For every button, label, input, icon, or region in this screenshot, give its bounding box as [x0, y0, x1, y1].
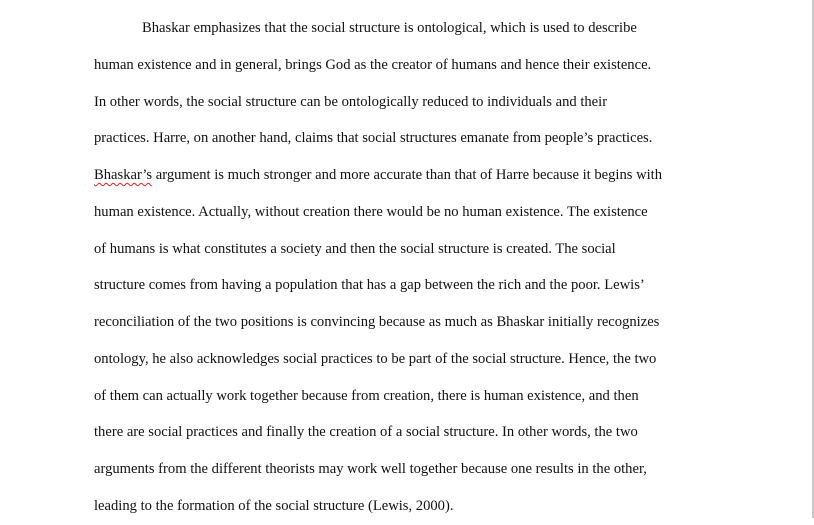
paragraph-line-rest: argument is much stronger and more accurate than that of Harre because it begins with [152, 167, 663, 183]
paragraph-line: arguments from the different theorists may work well together because one results in the other, [94, 461, 647, 477]
paragraph-line: Bhaskar emphasizes that the social structure is ontological, which is used to describe [142, 20, 637, 36]
paragraph-line: In other words, the social structure can be ontologically reduced to individuals and their [94, 93, 608, 110]
paragraph-line: practices. Harre, on another hand, claims that social structures emanate from people’s practices. [94, 130, 653, 147]
paragraph-line: of them can actually work together because from creation, there is human existence, and then [94, 387, 639, 404]
body-paragraph[interactable] [94, 10, 734, 525]
paragraph-line: human existence. Actually, without creation there would be no human existence. The existence [94, 203, 648, 220]
misspelled-word[interactable]: Bhaskar’s [94, 167, 153, 183]
paragraph-line: structure comes from having a population that has a gap between the rich and the poor. Lewis’ [94, 277, 645, 294]
paragraph-line: leading to the formation of the social structure (Lewis, 2000). [94, 497, 454, 514]
paragraph-line: reconciliation of the two positions is convincing because as much as Bhaskar initially recognizes [94, 314, 660, 330]
paragraph-line: ontology, he also acknowledges social practices to be part of the social structure. Hence, the two [94, 350, 657, 367]
paragraph-line-with-spell-error [94, 157, 734, 194]
paragraph-line: there are social practices and finally the creation of a social structure. In other words, the two [94, 424, 638, 441]
paragraph-line: human existence and in general, brings God as the creator of humans and hence their existence. [94, 56, 652, 73]
paragraph-line: of humans is what constitutes a society and then the social structure is created. The social [94, 240, 616, 257]
